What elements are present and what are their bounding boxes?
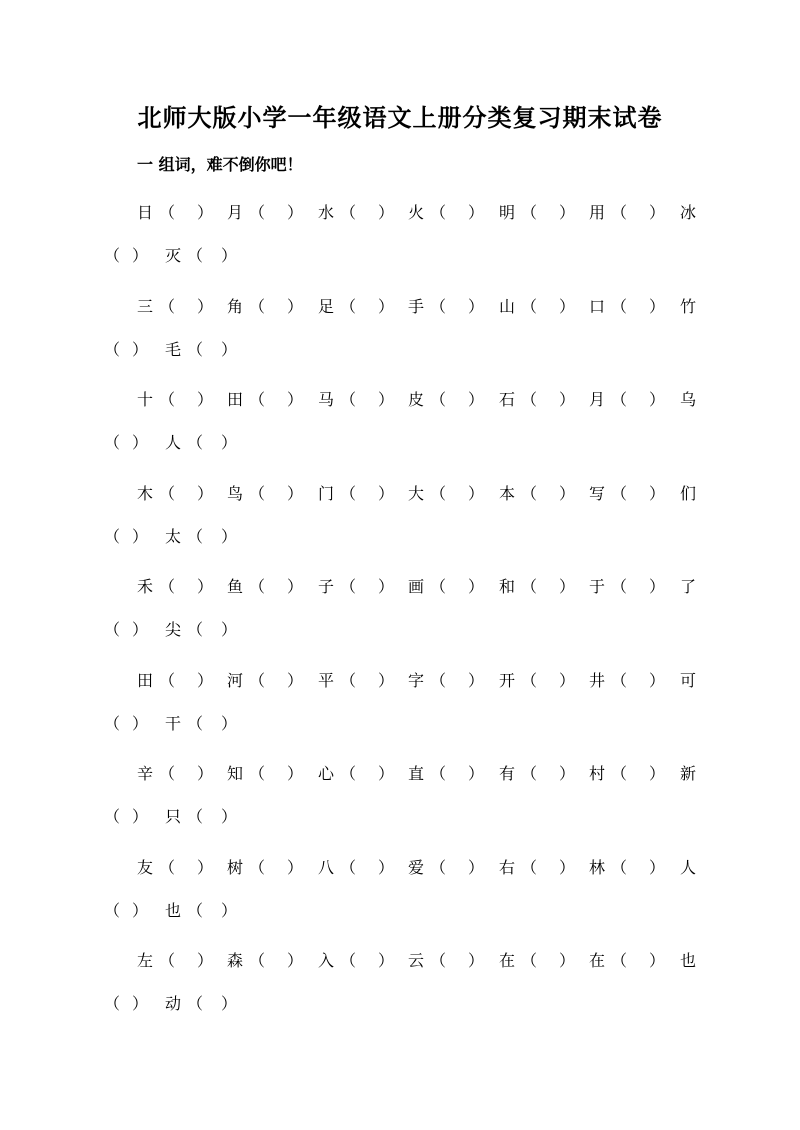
character: 石 xyxy=(499,390,516,409)
word-item xyxy=(137,295,217,319)
character: 日 xyxy=(137,203,154,222)
blank-close-paren: ） xyxy=(378,390,395,409)
blank-close-paren: ） xyxy=(559,858,576,877)
blank-open-paren[interactable]: （ xyxy=(430,764,447,783)
character: 十 xyxy=(137,390,154,409)
character: 口 xyxy=(589,297,606,316)
blank-open-paren[interactable]: （ xyxy=(611,297,628,316)
blank-close-paren: ） xyxy=(559,577,576,596)
character: 也 xyxy=(680,951,697,970)
blank-close-paren: ） xyxy=(132,901,149,920)
blank-open-paren[interactable]: （ xyxy=(249,484,266,503)
blank-open-paren[interactable]: （ xyxy=(430,577,447,596)
word-item xyxy=(318,949,398,973)
character: 鸟 xyxy=(227,484,244,503)
blank-close-paren: ） xyxy=(378,764,395,783)
blank-open-paren[interactable]: （ xyxy=(611,390,628,409)
word-item xyxy=(408,201,488,225)
character: 动 xyxy=(165,994,182,1013)
exercise-row xyxy=(0,575,800,615)
blank-close-paren: ） xyxy=(197,858,214,877)
blank-close-paren: ） xyxy=(468,390,485,409)
word-item xyxy=(137,388,217,412)
blank-close-paren: ） xyxy=(378,577,395,596)
character: 手 xyxy=(408,297,425,316)
word-item xyxy=(227,669,307,693)
character: 画 xyxy=(408,577,425,596)
character: 有 xyxy=(499,764,516,783)
character: 友 xyxy=(137,858,154,877)
blank-open-paren[interactable]: （ xyxy=(340,297,357,316)
word-item xyxy=(318,388,398,412)
word-item xyxy=(499,762,579,786)
word-item xyxy=(318,669,398,693)
blank-close-paren: ） xyxy=(287,671,304,690)
blank-close-paren: ） xyxy=(649,671,666,690)
exercise-row xyxy=(0,669,800,709)
blank-close-paren: ） xyxy=(132,714,149,733)
character: 可 xyxy=(680,671,697,690)
blank-open-paren[interactable]: （ xyxy=(104,994,121,1013)
blank-close-paren: ） xyxy=(197,764,214,783)
blank-close-paren: ） xyxy=(559,764,576,783)
character: 尖 xyxy=(165,620,182,639)
character: 火 xyxy=(408,203,425,222)
blank-open-paren[interactable]: （ xyxy=(611,484,628,503)
word-item xyxy=(408,762,488,786)
character: 村 xyxy=(589,764,606,783)
blank-open-paren[interactable]: （ xyxy=(187,807,204,826)
section-heading: 一 组词，难不倒你吧！ xyxy=(137,155,303,174)
word-item xyxy=(408,856,488,880)
blank-close-paren: ） xyxy=(649,577,666,596)
blank-open-paren[interactable]: （ xyxy=(430,671,447,690)
character: 明 xyxy=(499,203,516,222)
blank-close-paren: ） xyxy=(221,714,238,733)
blank-close-paren: ） xyxy=(468,858,485,877)
word-item xyxy=(589,762,669,786)
blank-open-paren[interactable]: （ xyxy=(104,527,121,546)
character: 三 xyxy=(137,297,154,316)
blank-open-paren[interactable]: （ xyxy=(611,203,628,222)
blank-open-paren[interactable]: （ xyxy=(249,858,266,877)
blank-close-paren: ） xyxy=(649,390,666,409)
blank-open-paren[interactable]: （ xyxy=(159,951,176,970)
blank-open-paren[interactable]: （ xyxy=(430,297,447,316)
character: 大 xyxy=(408,484,425,503)
character: 田 xyxy=(227,390,244,409)
exercise-row-continued xyxy=(0,712,800,752)
blank-open-paren[interactable]: （ xyxy=(187,714,204,733)
blank-close-paren: ） xyxy=(468,671,485,690)
character: 开 xyxy=(499,671,516,690)
blank-open-paren[interactable]: （ xyxy=(521,577,538,596)
character: 禾 xyxy=(137,577,154,596)
blank-open-paren[interactable]: （ xyxy=(249,577,266,596)
exercise-row-continued xyxy=(0,338,800,378)
blank-close-paren: ） xyxy=(559,390,576,409)
word-item xyxy=(408,575,488,599)
character: 树 xyxy=(227,858,244,877)
character: 用 xyxy=(589,203,606,222)
blank-close-paren: ） xyxy=(197,577,214,596)
character: 们 xyxy=(680,484,697,503)
exercise-row-continued xyxy=(0,618,800,658)
blank-open-paren[interactable]: （ xyxy=(249,297,266,316)
character: 竹 xyxy=(680,297,697,316)
word-item xyxy=(227,949,307,973)
blank-close-paren: ） xyxy=(132,340,149,359)
blank-open-paren[interactable]: （ xyxy=(340,577,357,596)
blank-close-paren: ） xyxy=(559,951,576,970)
word-item xyxy=(318,201,398,225)
blank-close-paren: ） xyxy=(287,951,304,970)
blank-close-paren: ） xyxy=(197,297,214,316)
blank-open-paren[interactable]: （ xyxy=(249,764,266,783)
exercise-row xyxy=(0,295,800,335)
word-item xyxy=(499,575,579,599)
exercise-row-continued xyxy=(0,244,800,284)
blank-open-paren[interactable]: （ xyxy=(611,577,628,596)
word-item xyxy=(499,201,579,225)
blank-open-paren[interactable]: （ xyxy=(187,620,204,639)
blank-close-paren: ） xyxy=(468,764,485,783)
blank-close-paren: ） xyxy=(287,297,304,316)
blank-open-paren[interactable]: （ xyxy=(521,858,538,877)
blank-close-paren: ） xyxy=(287,484,304,503)
exercise-row xyxy=(0,388,800,428)
word-item xyxy=(408,949,488,973)
blank-close-paren: ） xyxy=(649,951,666,970)
blank-open-paren[interactable]: （ xyxy=(430,858,447,877)
character: 入 xyxy=(318,951,335,970)
character: 右 xyxy=(499,858,516,877)
word-item xyxy=(680,669,760,693)
character: 直 xyxy=(408,764,425,783)
word-item xyxy=(680,762,760,786)
word-item xyxy=(227,762,307,786)
blank-open-paren[interactable]: （ xyxy=(521,390,538,409)
character: 毛 xyxy=(165,340,182,359)
blank-open-paren[interactable]: （ xyxy=(430,203,447,222)
blank-close-paren: ） xyxy=(287,577,304,596)
blank-open-paren[interactable]: （ xyxy=(340,203,357,222)
blank-open-paren[interactable]: （ xyxy=(159,858,176,877)
blank-close-paren: ） xyxy=(132,807,149,826)
word-item xyxy=(499,949,579,973)
blank-open-paren[interactable]: （ xyxy=(521,764,538,783)
blank-open-paren[interactable]: （ xyxy=(340,858,357,877)
character: 左 xyxy=(137,951,154,970)
blank-open-paren[interactable]: （ xyxy=(187,527,204,546)
blank-open-paren[interactable]: （ xyxy=(104,901,121,920)
blank-close-paren: ） xyxy=(197,390,214,409)
blank-open-paren[interactable]: （ xyxy=(104,807,121,826)
blank-open-paren[interactable]: （ xyxy=(340,390,357,409)
character: 人 xyxy=(680,858,697,877)
blank-close-paren: ） xyxy=(221,340,238,359)
exercise-row-continued xyxy=(0,899,800,939)
blank-open-paren[interactable]: （ xyxy=(430,390,447,409)
blank-close-paren: ） xyxy=(559,297,576,316)
word-item xyxy=(137,949,217,973)
character: 田 xyxy=(137,671,154,690)
blank-open-paren[interactable]: （ xyxy=(430,951,447,970)
character: 月 xyxy=(589,390,606,409)
blank-open-paren[interactable]: （ xyxy=(521,951,538,970)
blank-open-paren[interactable]: （ xyxy=(159,203,176,222)
blank-close-paren: ） xyxy=(649,858,666,877)
blank-open-paren[interactable]: （ xyxy=(521,484,538,503)
blank-open-paren[interactable]: （ xyxy=(187,994,204,1013)
blank-close-paren: ） xyxy=(649,484,666,503)
blank-open-paren[interactable]: （ xyxy=(104,714,121,733)
character: 井 xyxy=(589,671,606,690)
blank-open-paren[interactable]: （ xyxy=(159,577,176,596)
word-item xyxy=(318,762,398,786)
blank-open-paren[interactable]: （ xyxy=(340,951,357,970)
character: 云 xyxy=(408,951,425,970)
word-item xyxy=(499,669,579,693)
word-item xyxy=(680,482,760,506)
blank-open-paren[interactable]: （ xyxy=(249,671,266,690)
character: 灭 xyxy=(165,246,182,265)
blank-close-paren: ） xyxy=(132,246,149,265)
blank-close-paren: ） xyxy=(197,203,214,222)
blank-close-paren: ） xyxy=(468,484,485,503)
blank-close-paren: ） xyxy=(378,858,395,877)
blank-close-paren: ） xyxy=(378,951,395,970)
word-item xyxy=(318,482,398,506)
character: 门 xyxy=(318,484,335,503)
word-item xyxy=(589,482,669,506)
blank-close-paren: ） xyxy=(132,994,149,1013)
blank-open-paren[interactable]: （ xyxy=(159,297,176,316)
character: 本 xyxy=(499,484,516,503)
word-item xyxy=(227,482,307,506)
character: 干 xyxy=(165,714,182,733)
blank-close-paren: ） xyxy=(221,901,238,920)
word-item xyxy=(227,388,307,412)
blank-open-paren[interactable]: （ xyxy=(611,671,628,690)
blank-close-paren: ） xyxy=(649,297,666,316)
blank-close-paren: ） xyxy=(221,807,238,826)
character: 在 xyxy=(499,951,516,970)
blank-open-paren[interactable]: （ xyxy=(187,433,204,452)
blank-open-paren[interactable]: （ xyxy=(521,203,538,222)
blank-close-paren: ） xyxy=(197,951,214,970)
blank-close-paren: ） xyxy=(287,390,304,409)
blank-open-paren[interactable]: （ xyxy=(159,671,176,690)
character: 八 xyxy=(318,858,335,877)
character: 河 xyxy=(227,671,244,690)
word-item xyxy=(137,762,217,786)
character: 也 xyxy=(165,901,182,920)
word-item xyxy=(680,575,760,599)
blank-open-paren[interactable]: （ xyxy=(340,764,357,783)
character: 冰 xyxy=(680,203,697,222)
blank-close-paren: ） xyxy=(132,527,149,546)
blank-close-paren: ） xyxy=(378,297,395,316)
character: 只 xyxy=(165,807,182,826)
character: 太 xyxy=(165,527,182,546)
exercise-row-continued xyxy=(0,992,800,1032)
blank-open-paren[interactable]: （ xyxy=(249,203,266,222)
blank-open-paren[interactable]: （ xyxy=(521,297,538,316)
exercise-row xyxy=(0,762,800,802)
word-item xyxy=(227,575,307,599)
blank-open-paren[interactable]: （ xyxy=(159,484,176,503)
blank-close-paren: ） xyxy=(221,433,238,452)
blank-open-paren[interactable]: （ xyxy=(187,340,204,359)
blank-close-paren: ） xyxy=(468,203,485,222)
character: 水 xyxy=(318,203,335,222)
exercise-row-continued xyxy=(0,805,800,845)
blank-open-paren[interactable]: （ xyxy=(104,620,121,639)
word-item xyxy=(680,295,760,319)
blank-close-paren: ） xyxy=(559,484,576,503)
blank-close-paren: ） xyxy=(468,951,485,970)
blank-open-paren[interactable]: （ xyxy=(340,484,357,503)
blank-open-paren[interactable]: （ xyxy=(104,340,121,359)
blank-close-paren: ） xyxy=(468,577,485,596)
blank-close-paren: ） xyxy=(287,764,304,783)
character: 于 xyxy=(589,577,606,596)
exercise-row-continued xyxy=(0,525,800,565)
word-item xyxy=(408,482,488,506)
exercise-row-continued xyxy=(0,431,800,471)
word-item xyxy=(589,388,669,412)
blank-close-paren: ） xyxy=(221,246,238,265)
blank-close-paren: ） xyxy=(132,620,149,639)
character: 辛 xyxy=(137,764,154,783)
blank-close-paren: ） xyxy=(221,527,238,546)
word-item xyxy=(499,295,579,319)
word-item xyxy=(680,201,760,225)
word-item xyxy=(408,669,488,693)
exercise-row xyxy=(0,201,800,241)
word-item xyxy=(680,949,760,973)
blank-close-paren: ） xyxy=(649,764,666,783)
character: 子 xyxy=(318,577,335,596)
word-item xyxy=(137,669,217,693)
character: 木 xyxy=(137,484,154,503)
character: 和 xyxy=(499,577,516,596)
character: 月 xyxy=(227,203,244,222)
blank-close-paren: ） xyxy=(287,203,304,222)
blank-close-paren: ） xyxy=(559,671,576,690)
word-item xyxy=(227,295,307,319)
blank-open-paren[interactable]: （ xyxy=(159,390,176,409)
character: 爱 xyxy=(408,858,425,877)
word-item xyxy=(680,388,760,412)
blank-close-paren: ） xyxy=(197,671,214,690)
word-item xyxy=(137,482,217,506)
word-item xyxy=(499,482,579,506)
word-item xyxy=(227,201,307,225)
word-item xyxy=(589,949,669,973)
character: 马 xyxy=(318,390,335,409)
blank-close-paren: ） xyxy=(221,994,238,1013)
word-item xyxy=(137,201,217,225)
character: 山 xyxy=(499,297,516,316)
character: 皮 xyxy=(408,390,425,409)
character: 乌 xyxy=(680,390,697,409)
blank-open-paren[interactable]: （ xyxy=(611,951,628,970)
character: 人 xyxy=(165,433,182,452)
word-item xyxy=(589,669,669,693)
blank-close-paren: ） xyxy=(132,433,149,452)
word-item xyxy=(408,295,488,319)
blank-open-paren[interactable]: （ xyxy=(611,764,628,783)
blank-open-paren[interactable]: （ xyxy=(611,858,628,877)
blank-open-paren[interactable]: （ xyxy=(104,246,121,265)
character: 角 xyxy=(227,297,244,316)
word-item xyxy=(318,295,398,319)
exam-title: 北师大版小学一年级语文上册分类复习期末试卷 xyxy=(137,104,663,132)
word-item xyxy=(589,201,669,225)
word-item xyxy=(137,575,217,599)
character: 心 xyxy=(318,764,335,783)
blank-close-paren: ） xyxy=(378,671,395,690)
word-item xyxy=(589,295,669,319)
blank-close-paren: ） xyxy=(378,203,395,222)
blank-open-paren[interactable]: （ xyxy=(521,671,538,690)
blank-open-paren[interactable]: （ xyxy=(187,901,204,920)
blank-close-paren: ） xyxy=(287,858,304,877)
character: 在 xyxy=(589,951,606,970)
blank-open-paren[interactable]: （ xyxy=(249,951,266,970)
blank-open-paren[interactable]: （ xyxy=(340,671,357,690)
blank-close-paren: ） xyxy=(559,203,576,222)
blank-open-paren[interactable]: （ xyxy=(187,246,204,265)
character: 森 xyxy=(227,951,244,970)
word-item xyxy=(318,575,398,599)
character: 写 xyxy=(589,484,606,503)
exercise-row xyxy=(0,949,800,989)
blank-open-paren[interactable]: （ xyxy=(430,484,447,503)
blank-open-paren[interactable]: （ xyxy=(104,433,121,452)
character: 了 xyxy=(680,577,697,596)
blank-close-paren: ） xyxy=(649,203,666,222)
exercise-row xyxy=(0,482,800,522)
character: 林 xyxy=(589,858,606,877)
blank-close-paren: ） xyxy=(378,484,395,503)
character: 新 xyxy=(680,764,697,783)
exercise-row xyxy=(0,856,800,896)
character: 足 xyxy=(318,297,335,316)
blank-open-paren[interactable]: （ xyxy=(249,390,266,409)
blank-close-paren: ） xyxy=(468,297,485,316)
word-item xyxy=(680,856,760,880)
word-item xyxy=(499,388,579,412)
blank-close-paren: ） xyxy=(197,484,214,503)
character: 知 xyxy=(227,764,244,783)
character: 字 xyxy=(408,671,425,690)
word-item xyxy=(408,388,488,412)
character: 鱼 xyxy=(227,577,244,596)
character: 平 xyxy=(318,671,335,690)
word-item xyxy=(499,856,579,880)
blank-open-paren[interactable]: （ xyxy=(159,764,176,783)
word-item xyxy=(227,856,307,880)
word-item xyxy=(589,856,669,880)
word-item xyxy=(589,575,669,599)
blank-close-paren: ） xyxy=(221,620,238,639)
word-item xyxy=(137,856,217,880)
word-item xyxy=(318,856,398,880)
